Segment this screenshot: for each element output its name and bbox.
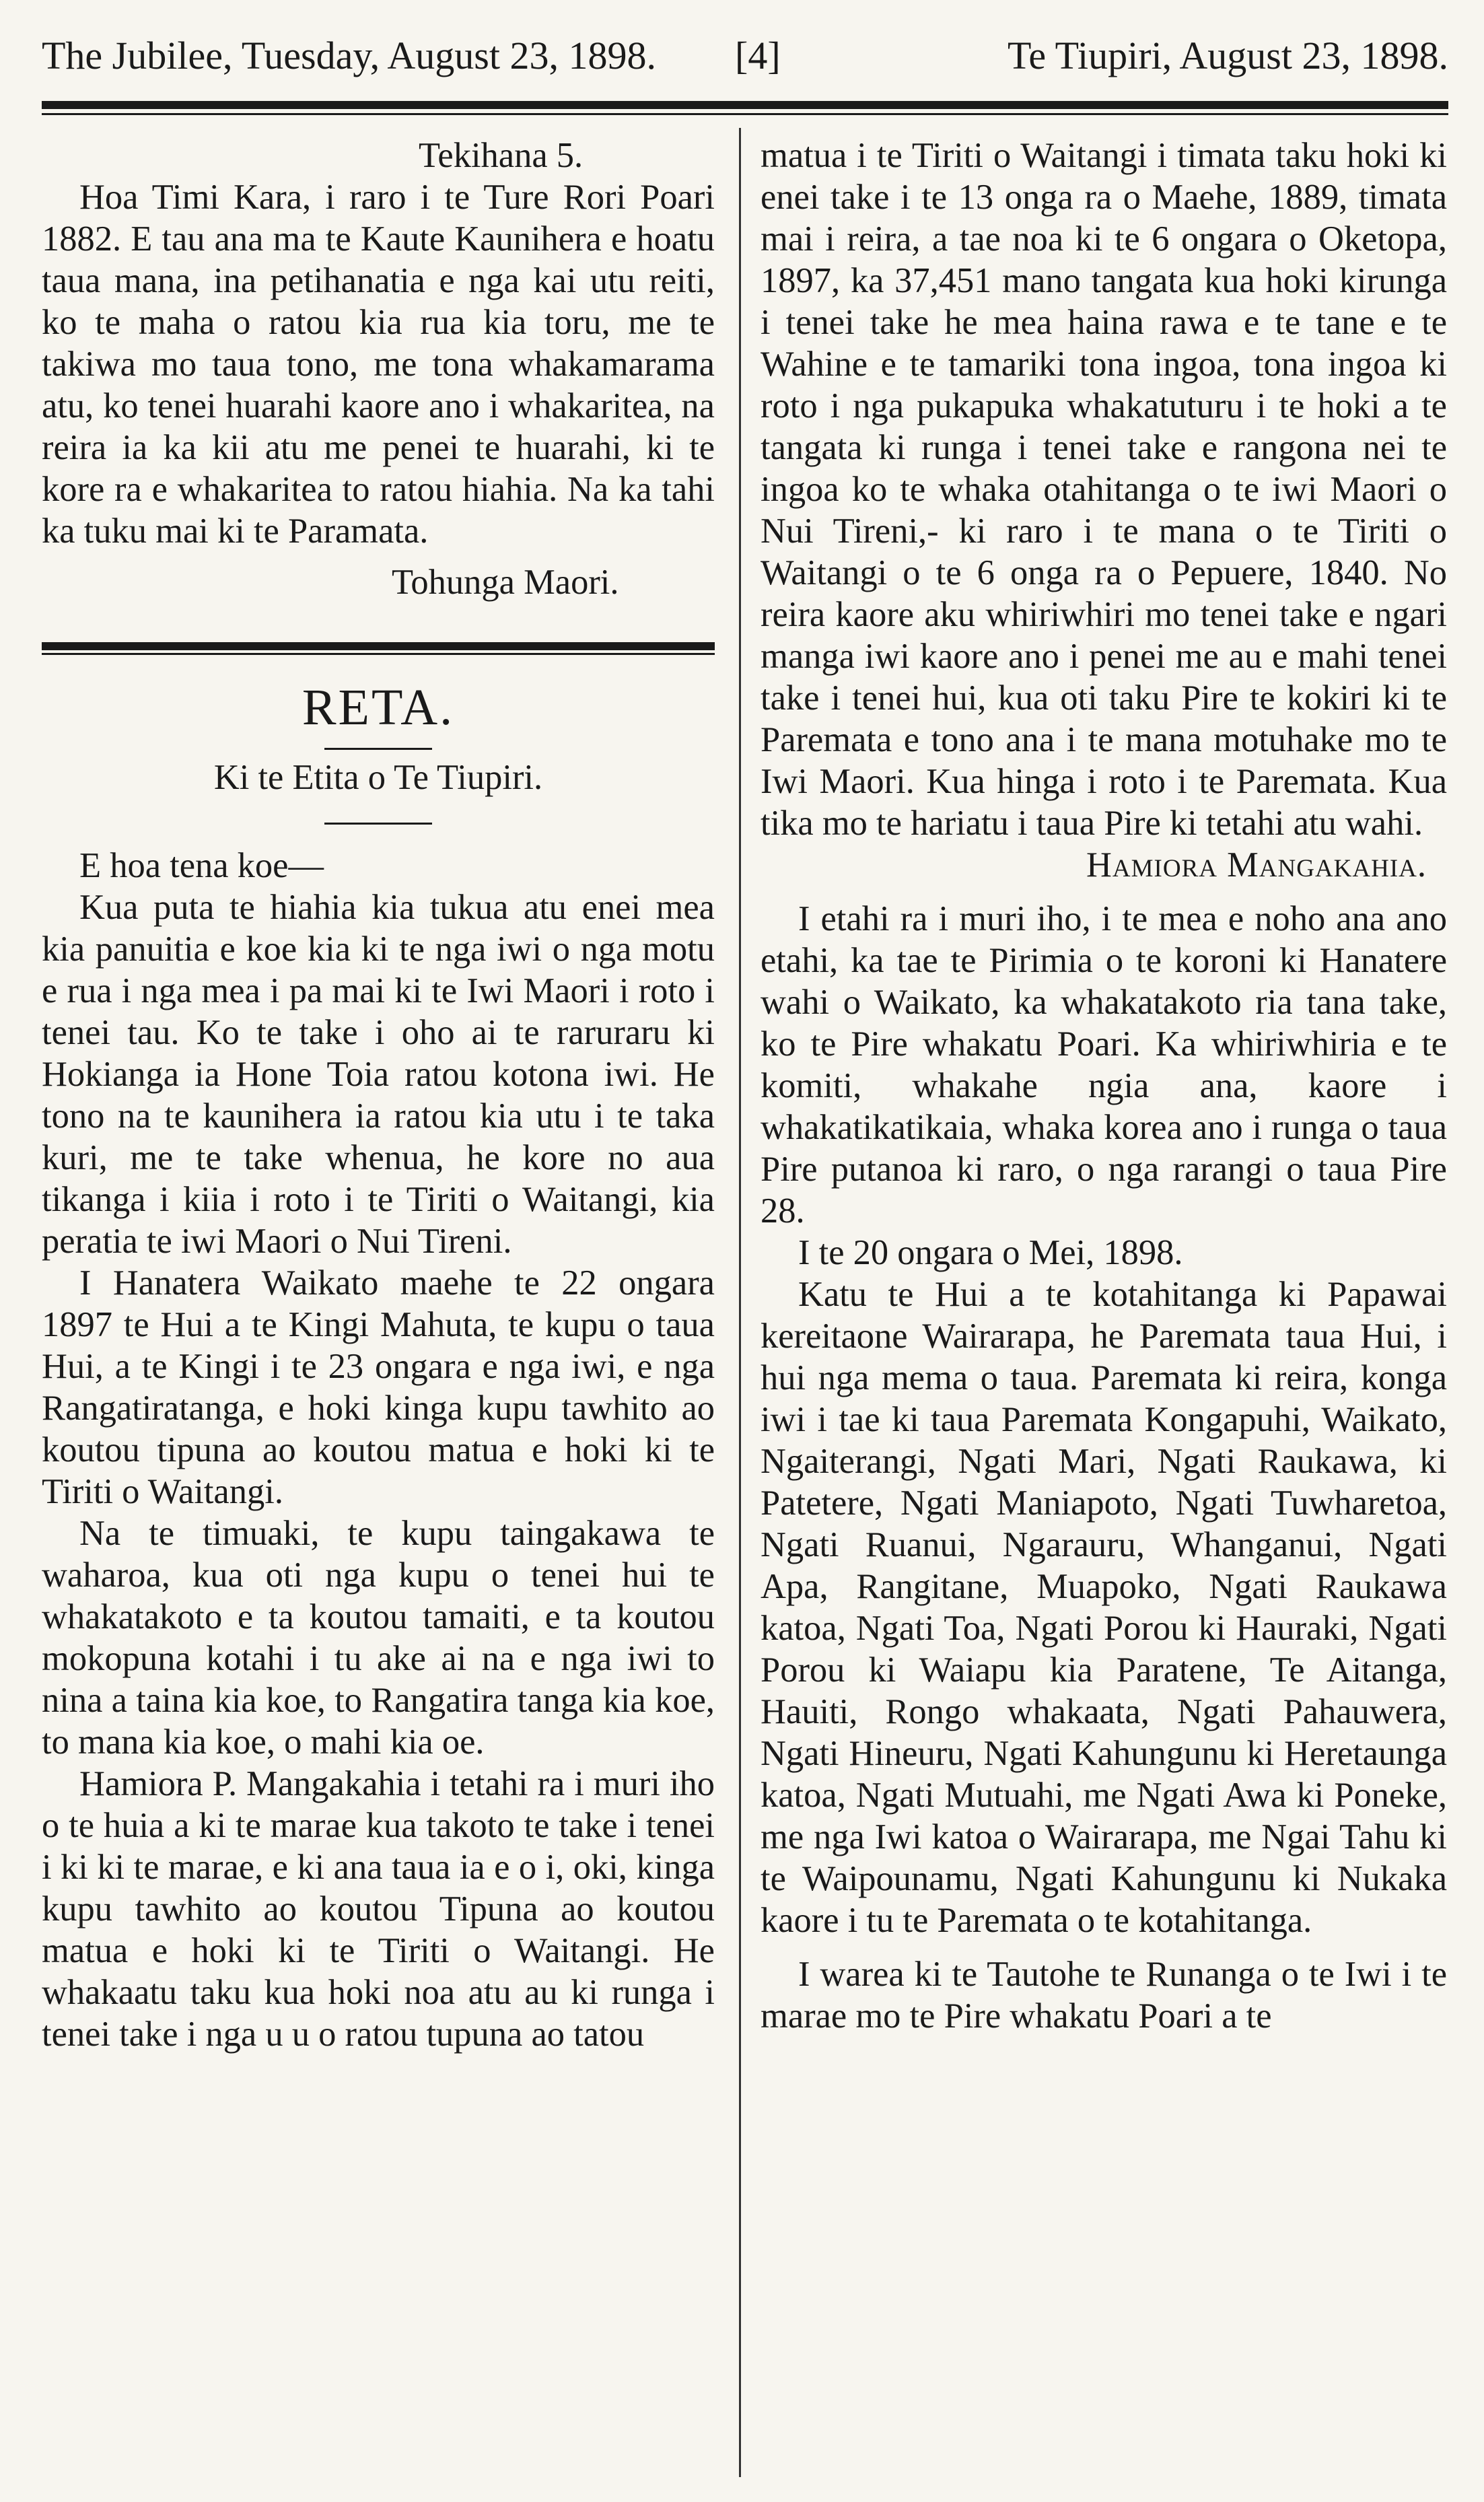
header-right-title: Te Tiupiri, August 23, 1898. <box>1008 34 1448 77</box>
right-paragraph-3: I te 20 ongara o Mei, 1898. <box>798 1233 1183 1272</box>
page-number: [4] <box>735 34 781 77</box>
reta-subtitle: Ki te Etita o Te Tiupiri. <box>213 758 543 797</box>
right-paragraph-4: Katu te Hui a te kotahitanga ki Papawai kereitaone Wairarapa, he Paremata taua Hui, i hui nga mema o taua. Paremata ki reira, konga iwi i tae ki taua Paremata Kongapuhi, Waikato, Ngaiterangi, Ngati Mari, Ngati Raukawa, ki Patetere, Ngati Maniapoto, Ngati Tuwharetoa, Ngati Ruanui, Ngarauru, Whanganui, Ngati Apa, Rangitane, Muapoko, Ngati Raukawa katoa, Ngati Toa, Ngati Porou ki Hauraki, Ngati Porou ki Waiapu kia Paratene, Te Aitanga, Hauiti, Rongo whakaata, Ngati Pahauwera, Ngati Hineuru, Ngati Kahungunu ki Heretaunga katoa, Ngati Mutuahi, me Ngati Awa ki Poneke, me nga Iwi katoa o Wairarapa, me Ngai Tahu ki te Waipounamu, Ngati Kahungunu ki Nukaka kaore i tu te Paremata o te kotahitanga. <box>761 1275 1447 1940</box>
reta-title: RETA. <box>302 679 455 736</box>
reta-paragraph-4: Hamiora P. Mangakahia i tetahi ra i muri iho o te huia a ki te marae kua takoto te take i tenei i ki ki te marae, e ki ana taua ia e o i, oki, kinga kupu tawhito ao koutou Tipuna ao koutou matua e hoki ki te Tiriti o Waitangi. He whakaatu taku kua hoki noa atu au ki runga i tenei take i nga u u o ratou tupuna ao tatou <box>42 1764 715 2054</box>
right-paragraph-5: I warea ki te Tautohe te Runanga o te Iwi i te marae mo te Pire whakatu Poari a te <box>761 1955 1447 2036</box>
left-column <box>42 135 715 2055</box>
section-rule <box>42 642 715 650</box>
right-column <box>761 135 1447 2037</box>
letter1-signature: Tohunga Maori. <box>392 563 619 602</box>
header-rule <box>42 101 1448 109</box>
column-divider <box>739 128 741 2477</box>
reta-paragraph-3: Na te timuaki, te kupu taingakawa te waharoa, kua oti nga kupu o tenei hui te whakatakoto e ta koutou tamaiti, e ta koutou mokopuna kotahi i tu ake ai na e nga iwi to nina a taina kia koe, to Rangatira tanga kia koe, to mana kia koe, o mahi kia oe. <box>42 1514 715 1762</box>
reta-paragraph-2: I Hanatera Waikato maehe te 22 ongara 1897 te Hui a te Kingi Mahuta, te kupu o taua Hui, a te Kingi i te 23 ongara e nga iwi, e nga Rangatiratanga, e hoki kinga kupu tawhito ao koutou tipuna ao koutou matua e hoki ki te Tiriti o Waitangi. <box>42 1263 715 1511</box>
header-rule-thin <box>42 113 1448 115</box>
section-rule-thin <box>42 653 715 655</box>
right-paragraph-1: matua i te Tiriti o Waitangi i timata taku hoki ki enei take i te 13 onga ra o Maehe, 1889, timata mai i reira, a tae noa ki te 6 ongara o Oketopa, 1897, ka 37,451 mano tangata kua hoki kirunga i tenei take he mea haina rawa e te tane e te Wahine e te tamariki tona ingoa, tona ingoa ki roto i nga pukapuka whakatuturu i te hoki a te tangata ki runga i tenei take e rangona nei te ingoa ko te whaka otahitanga o te iwi Maori o Nui Tireni,- ki raro i te mana o te Tiriti o Waitangi o te 6 onga ra o Pepuere, 1840. No reira kaore aku whiriwhiri mo tenei take e ngari manga iwi kaore ano i penei me au e mahi tenei take i tenei hui, kua oti taku Pire te kokiri ki te Paremata e tono ana i te mana motuhake mo te Iwi Maori. Kua hinga i roto i te Paremata. Kua tika mo te hariatu i taua Pire ki tetahi atu wahi. <box>761 136 1447 843</box>
subtitle-short-rule <box>324 823 432 825</box>
letter1-dateline: Tekihana 5. <box>419 136 584 175</box>
title-short-rule <box>324 748 432 750</box>
page-header <box>42 26 1448 86</box>
right-signature: Hamiora Mangakahia. <box>1086 845 1427 884</box>
header-left-title: The Jubilee, Tuesday, August 23, 1898. <box>42 34 656 77</box>
letter1-body: Hoa Timi Kara, i raro i te Ture Rori Poari 1882. E tau ana ma te Kaute Kaunihera e hoatu taua mana, ina petihanatia e nga kai utu reiti, ko te maha o ratou kia rua kia toru, me te takiwa mo taua tono, me tona whakamarama atu, ko tenei huarahi kaore ano i whakaritea, na reira ia ka kii atu me penei te huarahi, ki te kore ra e whakaritea to ratou hiahia. Na ka tahi ka tuku mai ki te Paramata. <box>42 178 715 551</box>
reta-paragraph-1: Kua puta te hiahia kia tukua atu enei mea kia panuitia e koe kia ki te nga iwi o nga motu e rua i nga mea i pa mai ki te Iwi Maori i roto i tenei tau. Ko te take i oho ai te raruraru ki Hokianga ia Hone Toia ratou kotona iwi. He tono na te kaunihera ia ratou kia utu i te taka kuri, me te take whenua, he kore no aua tikanga i kiia i roto i te Tiriti o Waitangi, kia peratia te iwi Maori o Nui Tireni. <box>42 888 715 1261</box>
reta-salutation: E hoa tena koe— <box>79 846 324 885</box>
right-paragraph-2: I etahi ra i muri iho, i te mea e noho ana ano etahi, ka tae te Pirimia o te koroni ki Hanatere wahi o Waikato, ka whakatakoto ria tana take, ko te Pire whakatu Poari. Ka whiriwhiria e te komiti, whakahe ngia ana, kaore i whakatikatikaia, whaka korea ano i runga o taua Pire putanoa ki raro, o nga rarangi o taua Pire 28. <box>761 899 1447 1230</box>
